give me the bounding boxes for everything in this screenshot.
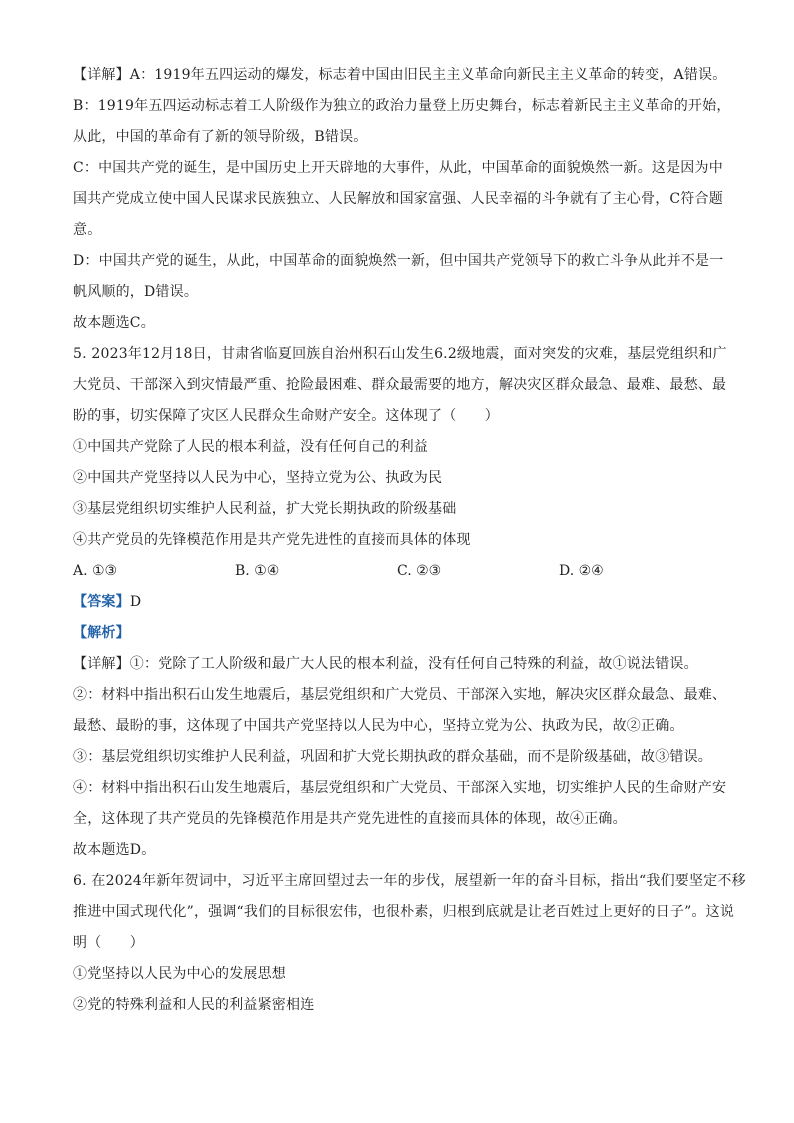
answer-value: D	[129, 594, 142, 610]
text-line: 最愁、最盼的事，这体现了中国共产党坚持以人民为中心，坚持立党为公、执政为民，故②正确。	[73, 718, 684, 734]
text-line: 盼的事，切实保障了灾区人民群众生命财产安全。这体现了（ ）	[73, 408, 499, 424]
text-line: ②：材料中指出积石山发生地震后，基层党组织和广大党员、干部深入实地，解决灾区群众最急、最难、	[73, 687, 727, 703]
text-line: C：中国共产党的诞生，是中国历史上开天辟地的大事件，从此，中国革命的面貌焕然一新。这是因为中	[73, 160, 723, 176]
answer-label: 【答案】	[73, 594, 130, 610]
text-line: 明（ ）	[73, 935, 144, 951]
text-line: ①中国共产党除了人民的根本利益，没有任何自己的利益	[73, 439, 428, 455]
text-line: 从此，中国的革命有了新的领导阶级，B错误。	[73, 129, 368, 145]
analysis-heading: 【解析】	[73, 625, 130, 641]
text-line: D：中国共产党的诞生，从此，中国革命的面貌焕然一新，但中国共产党领导下的救亡斗争从此并不是一	[73, 253, 724, 269]
option-b: B. ①④	[235, 563, 280, 579]
text-line: ④共产党员的先锋模范作用是共产党先进性的直接而具体的体现	[73, 532, 471, 548]
text-line: 大党员、干部深入到灾情最严重、抢险最困难、群众最需要的地方，解决灾区群众最急、最难、最愁、最	[73, 377, 727, 393]
text-line: ②中国共产党坚持以人民为中心，坚持立党为公、执政为民	[73, 470, 443, 486]
text-line: 6. 在2024年新年贺词中，习近平主席回望过去一年的步伐，展望新一年的奋斗目标，指出“我们要坚定不移	[73, 873, 746, 889]
text-line: 国共产党成立使中国人民谋求民族独立、人民解放和国家富强、人民幸福的斗争就有了主心骨，C符合题	[73, 191, 723, 207]
text-line: 推进中国式现代化”，强调“我们的目标很宏伟，也很朴素，归根到底就是让老百姓过上更好的日子”。这说	[73, 904, 735, 920]
text-line: 全，这体现了共产党员的先锋模范作用是共产党先进性的直接而具体的体现，故④正确。	[73, 811, 627, 827]
option-c: C. ②③	[397, 563, 442, 579]
text-line: 【详解】①：党除了工人阶级和最广大人民的根本利益，没有任何自己特殊的利益，故①说法错误。	[73, 656, 698, 672]
text-line: ③基层党组织切实维护人民利益，扩大党长期执政的阶级基础	[73, 501, 457, 517]
text-block-explanation-q4-q5	[73, 60, 731, 556]
text-line: 5. 2023年12月18日，甘肃省临夏回族自治州积石山发生6.2级地震，面对突发的灾难，基层党组织和广	[73, 346, 727, 362]
text-line: 帆风顺的，D错误。	[73, 284, 199, 300]
document-page	[73, 60, 746, 1021]
text-line: ①党坚持以人民为中心的发展思想	[73, 966, 286, 982]
text-line: 意。	[73, 222, 102, 238]
text-block-analysis-q5-q6	[73, 649, 746, 1021]
answer-options	[73, 556, 723, 587]
text-line: B：1919年五四运动标志着工人阶级作为独立的政治力量登上历史舞台，标志着新民主主义革命的开始，	[73, 98, 731, 114]
text-line: 【详解】A：1919年五四运动的爆发，标志着中国由旧民主主义革命向新民主主义革命的转变，A错误。	[73, 67, 727, 83]
text-line: 故本题选D。	[73, 842, 156, 858]
option-d: D. ②④	[559, 563, 604, 579]
text-line: 故本题选C。	[73, 315, 155, 331]
option-a: A. ①③	[73, 563, 118, 579]
answer-line	[73, 587, 723, 618]
text-line: ④：材料中指出积石山发生地震后，基层党组织和广大党员、干部深入实地，切实维护人民的生命财产安	[73, 780, 727, 796]
text-line: ③：基层党组织切实维护人民利益，巩固和扩大党长期执政的群众基础，而不是阶级基础，故③错误。	[73, 749, 712, 765]
text-line: ②党的特殊利益和人民的利益紧密相连	[73, 997, 315, 1013]
